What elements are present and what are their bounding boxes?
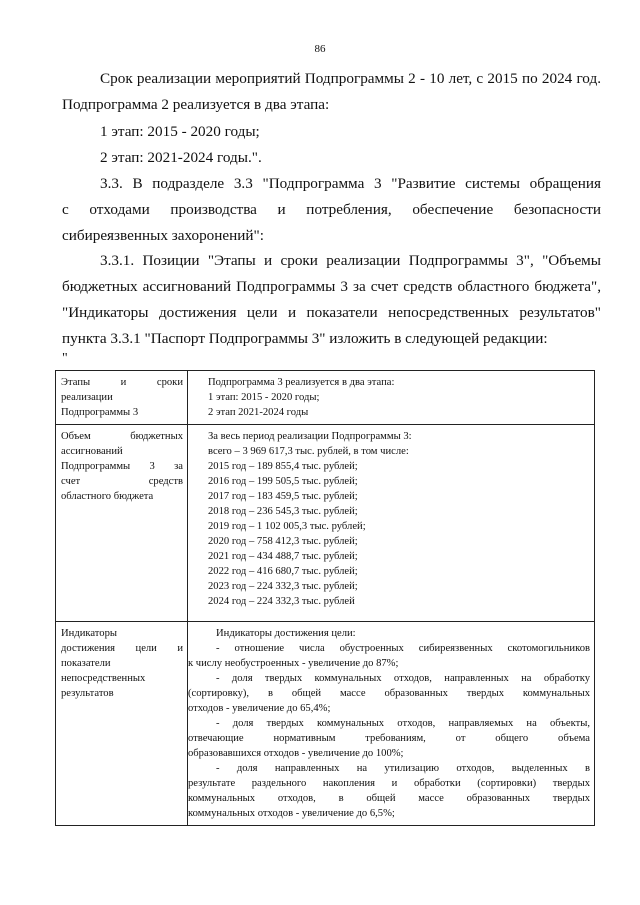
indicator-line: - доля направленных на утилизацию отходов, выделенных в — [216, 763, 590, 774]
label-line: ассигнований — [61, 446, 123, 457]
paragraph-stage-2 — [62, 145, 601, 171]
indicator-item — [188, 671, 590, 716]
indicator-item — [188, 716, 590, 761]
budget-line: 2023 год – 224 332,3 тыс. рублей; — [208, 581, 358, 592]
indicator-line: к числу необустроенных - увеличение до 87%; — [188, 658, 399, 669]
passport-table — [55, 370, 595, 826]
label-line: Этапы и сроки — [61, 377, 183, 388]
indicator-line: коммунальных отходов, в общей массе образованных твердых — [188, 793, 590, 804]
indicator-item — [188, 761, 590, 821]
budget-line: За весь период реализации Подпрограммы 3: — [208, 431, 412, 442]
indicator-line: (сортировку), в общей массе образованных твердых коммунальных — [188, 688, 590, 699]
indicator-line: отходов - увеличение до 65,4%; — [188, 703, 331, 714]
paragraph-line: Подпрограмма 2 реализуется в два этапа: — [62, 96, 330, 113]
indicator-item — [188, 641, 590, 671]
paragraph-line: пункта 3.3.1 "Паспорт Подпрограммы 3" изложить в следующей редакции: — [62, 330, 548, 347]
indicator-line: образовавшихся отходов - увеличение до 100%; — [188, 748, 404, 759]
paragraph-line: Срок реализации мероприятий Подпрограммы 2 - 10 лет, с 2015 по 2024 год. — [100, 70, 601, 87]
label-line: реализации — [61, 392, 113, 403]
label-cell — [56, 622, 188, 826]
budget-line: 2015 год – 189 855,4 тыс. рублей; — [208, 461, 358, 472]
paragraph-line: 3.3. В подразделе 3.3 "Подпрограмма 3 "Развитие системы обращения — [100, 175, 601, 192]
value-cell — [188, 425, 595, 622]
value-line: Подпрограмма 3 реализуется в два этапа: — [208, 377, 395, 388]
paragraph-line: "Индикаторы достижения цели и показатели непосредственных результатов" — [62, 304, 601, 321]
label-line: счет средств — [61, 476, 183, 487]
label-line: областного бюджета — [61, 491, 154, 502]
label-line: непосредственных — [61, 673, 146, 684]
indicator-line: - доля твердых коммунальных отходов, направленных на обработку — [216, 673, 590, 684]
label-line: достижения цели и — [61, 643, 183, 654]
indicators-heading: Индикаторы достижения цели: — [216, 628, 356, 639]
budget-line: 2021 год – 434 488,7 тыс. рублей; — [208, 551, 358, 562]
label-cell — [56, 425, 188, 622]
value-cell — [188, 622, 595, 826]
paragraph-subsection — [62, 171, 601, 249]
value-cell — [188, 371, 595, 425]
indicator-line: отвечающие нормативным требованиям, от общего объема — [188, 733, 590, 744]
table-row-stages — [56, 371, 595, 425]
paragraph-line: бюджетных ассигнований Подпрограммы 3 за счет средств областного бюджета", — [62, 278, 601, 295]
budget-line: 2018 год – 236 545,3 тыс. рублей; — [208, 506, 358, 517]
paragraph-term — [62, 66, 601, 118]
indicator-line: - доля твердых коммунальных отходов, направляемых на объекты, — [216, 718, 590, 729]
paragraph-line: 1 этап: 2015 - 2020 годы; — [100, 123, 260, 140]
table-row-budget — [56, 425, 595, 622]
budget-line: 2019 год – 1 102 005,3 тыс. рублей; — [208, 521, 366, 532]
budget-line: 2022 год – 416 680,7 тыс. рублей; — [208, 566, 358, 577]
page-number: 86 — [314, 43, 326, 55]
budget-line: 2017 год – 183 459,5 тыс. рублей; — [208, 491, 358, 502]
label-line: Объем бюджетных — [61, 431, 183, 442]
label-line: Подпрограммы 3 — [61, 407, 139, 418]
label-line: Подпрограммы 3 за — [61, 461, 183, 472]
label-line: показатели — [61, 658, 111, 669]
paragraph-line: с отходами производства и потребления, обеспечение безопасности — [62, 201, 601, 218]
paragraph-positions — [62, 248, 601, 352]
indicator-line: - отношение числа обустроенных сибиреязвенных скотомогильников — [216, 643, 590, 654]
budget-line: 2024 год – 224 332,3 тыс. рублей — [208, 596, 355, 607]
budget-line: 2020 год – 758 412,3 тыс. рублей; — [208, 536, 358, 547]
table-row-indicators — [56, 622, 595, 826]
label-line: результатов — [61, 688, 114, 699]
opening-quote: " — [62, 351, 68, 366]
budget-line: 2016 год – 199 505,5 тыс. рублей; — [208, 476, 358, 487]
value-line: 1 этап: 2015 - 2020 годы; — [208, 392, 320, 403]
paragraph-line: сибиреязвенных захоронений": — [62, 227, 264, 244]
label-cell — [56, 371, 188, 425]
value-line: 2 этап 2021-2024 годы — [208, 407, 309, 418]
indicator-line: результате раздельного накопления и обработки (сортировки) твердых — [188, 778, 590, 789]
paragraph-line: 2 этап: 2021-2024 годы.". — [100, 149, 262, 166]
budget-line: всего – 3 969 617,3 тыс. рублей, в том числе: — [208, 446, 409, 457]
label-line: Индикаторы — [61, 628, 117, 639]
paragraph-stage-1 — [62, 119, 601, 145]
paragraph-line: 3.3.1. Позиции "Этапы и сроки реализации Подпрограммы 3", "Объемы — [100, 252, 601, 269]
indicator-line: коммунальных отходов - увеличение до 6,5%; — [188, 808, 395, 819]
